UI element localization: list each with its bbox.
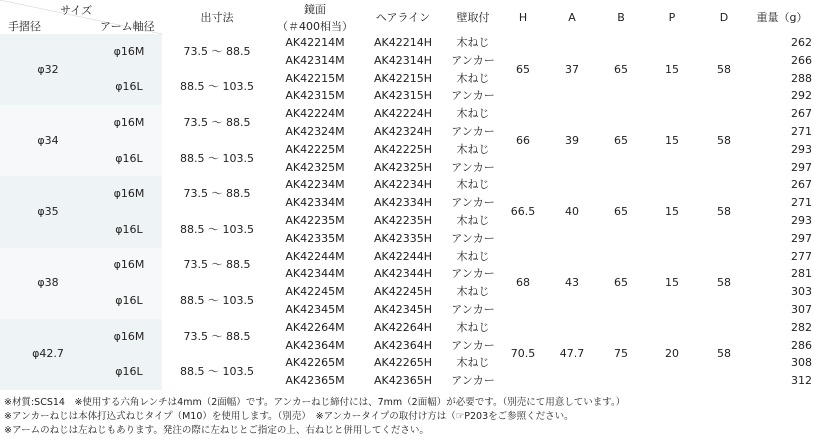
header-tesuri-diameter: 手摺径 <box>8 20 41 33</box>
cell-dimension: 88.5 ～ 103.5 <box>180 294 254 308</box>
cell-mirror-code: AK42235M <box>285 213 345 227</box>
cell-hairline-code: AK42235H <box>373 213 432 227</box>
cell-mirror-code: AK42224M <box>285 107 345 121</box>
header-D: D <box>719 10 729 24</box>
cell-mount: 木ねじ <box>456 71 490 85</box>
cell-mount: アンカー <box>451 196 495 210</box>
cell-mirror-code: AK42315M <box>285 89 345 103</box>
cell-H: 66 <box>516 133 530 147</box>
table-row <box>0 319 814 337</box>
spec-body <box>0 34 814 390</box>
cell-mirror-code: AK42325M <box>285 160 345 174</box>
cell-arm-diameter: φ16M <box>96 248 162 284</box>
cell-mirror-code: AK42345M <box>285 302 345 316</box>
cell-mount: アンカー <box>451 160 495 174</box>
cell-hairline-code: AK42234H <box>373 178 432 192</box>
cell-weight: 286 <box>791 338 812 352</box>
cell-hairline-code: AK42334H <box>373 196 432 210</box>
table-row <box>0 176 814 194</box>
cell-mirror-code: AK42364M <box>285 338 345 352</box>
cell-H: 66.5 <box>510 205 536 219</box>
cell-weight: 293 <box>791 142 812 156</box>
header-size-group: サイズ <box>60 4 93 17</box>
cell-hairline-code: AK42324H <box>373 124 432 138</box>
cell-mirror-code: AK42244M <box>285 249 345 263</box>
cell-P: 15 <box>665 276 679 290</box>
cell-dimension: 88.5 ～ 103.5 <box>180 222 254 236</box>
cell-hairline-code: AK42224H <box>373 107 432 121</box>
header-A: A <box>568 10 576 24</box>
cell-mount: アンカー <box>451 124 495 138</box>
cell-weight: 293 <box>791 213 812 227</box>
cell-B: 65 <box>614 62 628 76</box>
cell-weight: 308 <box>791 356 812 370</box>
cell-mount: アンカー <box>451 302 495 316</box>
cell-weight: 297 <box>791 231 812 245</box>
header-mount: 壁取付 <box>456 11 490 24</box>
cell-D: 58 <box>717 133 731 147</box>
cell-H: 70.5 <box>510 347 536 361</box>
cell-B: 65 <box>614 276 628 290</box>
cell-weight: 288 <box>791 71 812 85</box>
table-row <box>0 105 814 123</box>
cell-hairline-code: AK42215H <box>373 71 432 85</box>
cell-weight: 292 <box>791 89 812 103</box>
cell-A: 40 <box>565 205 579 219</box>
cell-tesuri-diameter: φ32 <box>0 34 96 105</box>
cell-arm-diameter: φ16M <box>96 34 162 70</box>
cell-mirror-code: AK42245M <box>285 285 345 299</box>
header-hairline: ヘアライン <box>375 11 431 24</box>
cell-P: 15 <box>665 205 679 219</box>
cell-weight: 266 <box>791 53 812 67</box>
cell-mount: アンカー <box>451 374 495 388</box>
cell-hairline-code: AK42335H <box>373 231 432 245</box>
cell-dimension: 73.5 ～ 88.5 <box>183 116 251 130</box>
cell-hairline-code: AK42325H <box>373 160 432 174</box>
header-mirror-sub: （＃400相当） <box>277 19 353 33</box>
cell-dimension: 88.5 ～ 103.5 <box>180 80 254 94</box>
cell-A: 47.7 <box>559 347 585 361</box>
cell-weight: 282 <box>791 320 812 334</box>
cell-tesuri-diameter: φ38 <box>0 248 96 319</box>
cell-mirror-code: AK42264M <box>285 320 345 334</box>
cell-arm-diameter: φ16M <box>96 176 162 212</box>
cell-mount: 木ねじ <box>456 320 490 334</box>
cell-dimension: 88.5 ～ 103.5 <box>180 365 254 379</box>
header-weight: 重量（g） <box>756 11 808 24</box>
cell-P: 15 <box>665 133 679 147</box>
cell-A: 43 <box>565 276 579 290</box>
cell-mirror-code: AK42344M <box>285 267 345 281</box>
cell-weight: 271 <box>791 196 812 210</box>
header-mirror: 鏡面 <box>304 2 326 16</box>
cell-hairline-code: AK42265H <box>373 356 432 370</box>
cell-weight: 281 <box>791 267 812 281</box>
cell-mirror-code: AK42265M <box>285 356 345 370</box>
cell-mirror-code: AK42334M <box>285 196 345 210</box>
cell-B: 65 <box>614 205 628 219</box>
header-P: P <box>668 10 676 24</box>
cell-weight: 312 <box>791 374 812 388</box>
cell-mount: 木ねじ <box>456 249 490 263</box>
cell-weight: 271 <box>791 124 812 138</box>
cell-mirror-code: AK42335M <box>285 231 345 245</box>
cell-arm-diameter: φ16M <box>96 319 162 355</box>
cell-dimension: 73.5 ～ 88.5 <box>183 44 251 58</box>
header-H: H <box>518 10 528 24</box>
notes <box>4 396 764 438</box>
cell-A: 37 <box>565 62 579 76</box>
cell-P: 15 <box>665 62 679 76</box>
note-1: ※材質:SCS14 ※使用する六角レンチは4mm（2面幅）です。アンカーねじ締付には、7mm（2面幅）が必要です。（別売にて用意しています。） <box>4 397 626 408</box>
cell-mount: アンカー <box>451 231 495 245</box>
cell-mirror-code: AK42314M <box>285 53 345 67</box>
cell-mount: 木ねじ <box>456 285 490 299</box>
cell-weight: 307 <box>791 302 812 316</box>
note-3: ※アームのねじは左ねじもあります。発注の際に左ねじとご指定の上、右ねじと併用してください。 <box>4 425 429 436</box>
cell-hairline-code: AK42245H <box>373 285 432 299</box>
cell-mount: 木ねじ <box>456 36 490 49</box>
cell-hairline-code: AK42315H <box>373 89 432 103</box>
cell-mirror-code: AK42324M <box>285 124 345 138</box>
cell-mount: 木ねじ <box>456 178 490 192</box>
cell-hairline-code: AK42365H <box>373 374 432 388</box>
cell-arm-diameter: φ16L <box>96 141 162 177</box>
cell-dimension: 88.5 ～ 103.5 <box>180 151 254 165</box>
cell-weight: 303 <box>791 285 812 299</box>
cell-weight: 277 <box>791 249 812 263</box>
cell-hairline-code: AK42345H <box>373 302 432 316</box>
cell-weight: 297 <box>791 160 812 174</box>
cell-arm-diameter: φ16M <box>96 105 162 141</box>
cell-weight: 262 <box>791 36 812 49</box>
cell-weight: 267 <box>791 107 812 121</box>
cell-tesuri-diameter: φ42.7 <box>0 319 96 390</box>
cell-arm-diameter: φ16L <box>96 354 162 390</box>
cell-tesuri-diameter: φ35 <box>0 176 96 247</box>
cell-D: 58 <box>717 62 731 76</box>
cell-B: 65 <box>614 133 628 147</box>
cell-hairline-code: AK42244H <box>373 249 432 263</box>
cell-hairline-code: AK42225H <box>373 142 432 156</box>
cell-arm-diameter: φ16L <box>96 283 162 319</box>
cell-mount: 木ねじ <box>456 142 490 156</box>
cell-mount: アンカー <box>451 267 495 281</box>
cell-mount: アンカー <box>451 53 495 67</box>
cell-weight: 267 <box>791 178 812 192</box>
cell-mount: 木ねじ <box>456 213 490 227</box>
cell-mount: 木ねじ <box>456 107 490 121</box>
cell-hairline-code: AK42314H <box>373 53 432 67</box>
cell-A: 39 <box>565 133 579 147</box>
cell-dimension: 73.5 ～ 88.5 <box>183 258 251 272</box>
note-2: ※アンカーねじは本体打込式ねじタイプ（M10）を使用します。（別売） ※アンカータイプの取付け方は（☞P203をご参照ください。 <box>4 411 574 422</box>
cell-D: 58 <box>717 276 731 290</box>
cell-dimension: 73.5 ～ 88.5 <box>183 187 251 201</box>
header-B: B <box>617 10 625 24</box>
cell-mount: アンカー <box>451 338 495 352</box>
table-row <box>0 34 814 52</box>
header-arm-diameter: アーム軸径 <box>100 20 155 33</box>
cell-H: 65 <box>516 62 530 76</box>
cell-hairline-code: AK42264H <box>373 320 432 334</box>
header-size-diagonal <box>0 0 162 34</box>
cell-dimension: 73.5 ～ 88.5 <box>183 329 251 343</box>
cell-mirror-code: AK42225M <box>285 142 345 156</box>
cell-tesuri-diameter: φ34 <box>0 105 96 176</box>
cell-mirror-code: AK42214M <box>285 36 345 49</box>
cell-B: 75 <box>614 347 628 361</box>
cell-D: 58 <box>717 205 731 219</box>
cell-hairline-code: AK42344H <box>373 267 432 281</box>
cell-mount: 木ねじ <box>456 356 490 370</box>
cell-hairline-code: AK42214H <box>373 36 432 49</box>
cell-P: 20 <box>665 347 679 361</box>
cell-mirror-code: AK42365M <box>285 374 345 388</box>
cell-arm-diameter: φ16L <box>96 212 162 248</box>
table-row <box>0 248 814 266</box>
cell-hairline-code: AK42364H <box>373 338 432 352</box>
cell-mount: アンカー <box>451 89 495 103</box>
cell-arm-diameter: φ16L <box>96 70 162 106</box>
cell-D: 58 <box>717 347 731 361</box>
header-dimension: 出寸法 <box>200 11 234 24</box>
cell-mirror-code: AK42234M <box>285 178 345 192</box>
cell-mirror-code: AK42215M <box>285 71 345 85</box>
cell-H: 68 <box>516 276 530 290</box>
